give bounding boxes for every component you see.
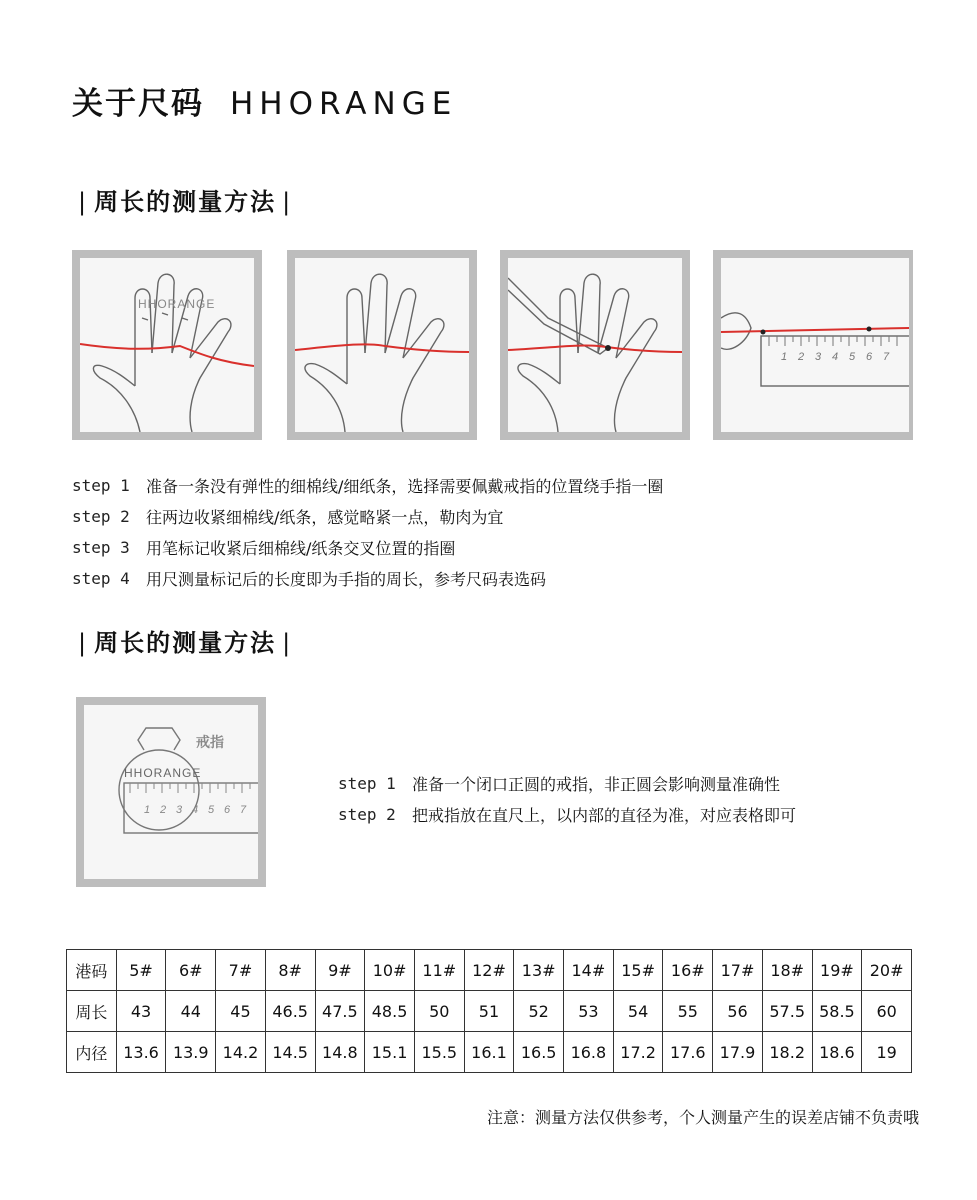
table-cell: 56 — [713, 991, 763, 1032]
table-cell: 13.6 — [116, 1032, 166, 1073]
size-row-hk — [67, 950, 912, 991]
table-cell: 12# — [464, 950, 514, 991]
hand-sketch-3 — [508, 258, 682, 432]
step-text: 用尺测量标记后的长度即为手指的周长，参考尺码表选码 — [146, 570, 547, 589]
table-cell: 19 — [862, 1032, 912, 1073]
hand-sketch-1 — [80, 258, 254, 432]
step-text: 准备一条没有弹性的细棉线/细纸条，选择需要佩戴戒指的位置绕手指一圈 — [146, 477, 664, 496]
table-cell: 53 — [564, 991, 614, 1032]
table-cell: 7# — [216, 950, 266, 991]
step-item — [72, 501, 663, 532]
table-cell: 15# — [613, 950, 663, 991]
title-text: 关于尺码 — [72, 86, 204, 122]
section-heading-diameter: | 周长的测量方法 | — [78, 629, 293, 657]
section-heading-text: 周长的测量方法 — [94, 188, 277, 216]
table-cell: 14.2 — [216, 1032, 266, 1073]
table-cell: 14# — [564, 950, 614, 991]
section-heading-circumference: | 周长的测量方法 | — [78, 188, 293, 216]
table-cell: 5# — [116, 950, 166, 991]
table-cell: 19# — [812, 950, 862, 991]
page-title — [72, 78, 457, 123]
table-cell: 50 — [414, 991, 464, 1032]
table-cell: 46.5 — [265, 991, 315, 1032]
disclaimer-note: 注意：测量方法仅供参考，个人测量产生的误差店铺不负责哦 — [486, 1108, 919, 1127]
ruler-tick-5: 5 — [208, 804, 215, 816]
table-cell: 14.8 — [315, 1032, 365, 1073]
table-cell: 9# — [315, 950, 365, 991]
step-item — [72, 563, 663, 594]
step-label: step 4 — [72, 569, 130, 588]
ruler-tick-1: 1 — [781, 351, 788, 363]
hand-photo-3 — [500, 250, 690, 440]
step-text: 往两边收紧细棉线/纸条，感觉略紧一点，勒肉为宜 — [146, 508, 504, 527]
step-item — [72, 470, 663, 501]
row-header-cell: 内径 — [67, 1032, 117, 1073]
table-cell: 8# — [265, 950, 315, 991]
table-cell: 47.5 — [315, 991, 365, 1032]
step-item — [338, 799, 796, 830]
section-heading-text: 周长的测量方法 — [94, 629, 277, 657]
ruler-tick-2: 2 — [160, 804, 167, 816]
ruler-photo — [713, 250, 913, 440]
hand-photo-2 — [287, 250, 477, 440]
size-row-circumference — [67, 991, 912, 1032]
step-text: 用笔标记收紧后细棉线/纸条交叉位置的指圈 — [146, 539, 456, 558]
ruler-tick-1: 1 — [144, 804, 151, 816]
ring-label: 戒指 — [196, 735, 224, 751]
hand-sketch-2 — [295, 258, 469, 432]
row-header-cell: 港码 — [67, 950, 117, 991]
table-cell: 13.9 — [166, 1032, 216, 1073]
diameter-steps — [338, 768, 796, 830]
ruler-tick-4: 4 — [832, 351, 839, 363]
table-cell: 60 — [862, 991, 912, 1032]
ruler-tick-6: 6 — [224, 804, 231, 816]
table-cell: 55 — [663, 991, 713, 1032]
table-cell: 16# — [663, 950, 713, 991]
table-cell: 15.5 — [414, 1032, 464, 1073]
ruler-tick-7: 7 — [240, 804, 247, 816]
ring-photo — [76, 697, 266, 887]
step-item — [72, 532, 663, 563]
table-cell: 54 — [613, 991, 663, 1032]
circumference-steps — [72, 470, 663, 594]
ruler-tick-5: 5 — [849, 351, 856, 363]
table-cell: 10# — [365, 950, 415, 991]
brand-name: HHORANGE — [230, 86, 458, 122]
table-cell: 57.5 — [762, 991, 812, 1032]
table-cell: 18# — [762, 950, 812, 991]
table-cell: 48.5 — [365, 991, 415, 1032]
step-text: 准备一个闭口正圆的戒指，非正圆会影响测量准确性 — [412, 775, 781, 794]
table-cell: 20# — [862, 950, 912, 991]
ruler-sketch — [721, 258, 909, 432]
table-cell: 45 — [216, 991, 266, 1032]
table-cell: 6# — [166, 950, 216, 991]
step-label: step 3 — [72, 538, 130, 557]
step-label: step 1 — [72, 476, 130, 495]
step-item — [338, 768, 796, 799]
table-cell: 17.6 — [663, 1032, 713, 1073]
row-header-cell: 周长 — [67, 991, 117, 1032]
table-cell: 52 — [514, 991, 564, 1032]
ruler-tick-4: 4 — [192, 804, 199, 816]
ruler-tick-2: 2 — [798, 351, 805, 363]
table-cell: 11# — [414, 950, 464, 991]
step-label: step 2 — [338, 805, 396, 824]
table-cell: 17.9 — [713, 1032, 763, 1073]
table-cell: 44 — [166, 991, 216, 1032]
table-cell: 43 — [116, 991, 166, 1032]
watermark: HHORANGE — [138, 297, 216, 311]
ruler-tick-6: 6 — [866, 351, 873, 363]
table-cell: 58.5 — [812, 991, 862, 1032]
table-cell: 15.1 — [365, 1032, 415, 1073]
table-cell: 51 — [464, 991, 514, 1032]
ruler-tick-3: 3 — [176, 804, 183, 816]
table-cell: 16.8 — [564, 1032, 614, 1073]
size-row-diameter — [67, 1032, 912, 1073]
step-label: step 2 — [72, 507, 130, 526]
table-cell: 13# — [514, 950, 564, 991]
table-cell: 17.2 — [613, 1032, 663, 1073]
ring-sketch — [84, 705, 258, 879]
table-cell: 18.2 — [762, 1032, 812, 1073]
ruler-tick-3: 3 — [815, 351, 822, 363]
table-cell: 16.1 — [464, 1032, 514, 1073]
table-cell: 16.5 — [514, 1032, 564, 1073]
step-text: 把戒指放在直尺上，以内部的直径为准，对应表格即可 — [412, 806, 797, 825]
size-table — [66, 949, 912, 1073]
table-cell: 14.5 — [265, 1032, 315, 1073]
table-cell: 17# — [713, 950, 763, 991]
ruler-tick-7: 7 — [883, 351, 890, 363]
step-label: step 1 — [338, 774, 396, 793]
watermark: HHORANGE — [124, 766, 202, 780]
table-cell: 18.6 — [812, 1032, 862, 1073]
hand-photo-1 — [72, 250, 262, 440]
